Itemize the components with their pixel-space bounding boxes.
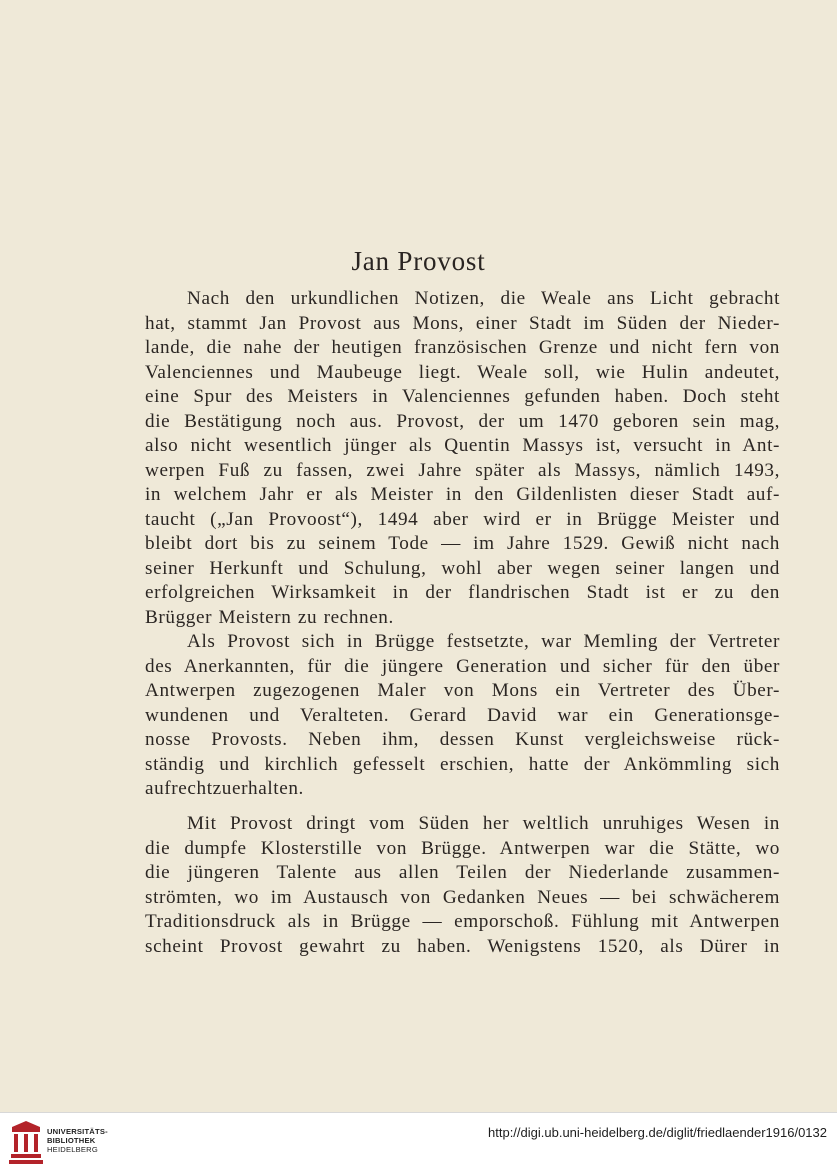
text-line: Valenciennes und Maubeuge liegt. Weale soll, wie Hulin andeutet, bbox=[145, 361, 780, 383]
text-line: des Anerkannten, für die jüngere Generation und sicher für den über bbox=[145, 655, 780, 677]
text-line: wundenen und Veralteten. Gerard David war ein Generationsge- bbox=[145, 704, 780, 726]
text-line: in welchem Jahr er als Meister in den Gildenlisten dieser Stadt auf- bbox=[145, 484, 780, 505]
text-line: Nach den urkundlichen Notizen, die Weale ans Licht gebracht bbox=[187, 288, 780, 309]
paragraph-2 bbox=[145, 630, 780, 802]
source-url-link[interactable]: http://digi.ub.uni-heidelberg.de/diglit/friedlaender1916/0132 bbox=[488, 1125, 827, 1140]
text-line: aufrechtzuerhalten. bbox=[145, 778, 304, 799]
text-line: Antwerpen zugezogenen Maler von Mons ein Vertreter des Über- bbox=[145, 680, 780, 701]
text-line: werpen Fuß zu fassen, zwei Jahre später als Massys, nämlich 1493, bbox=[145, 459, 780, 481]
text-line: erfolgreichen Wirksamkeit in der flandrischen Stadt ist er zu den bbox=[145, 582, 780, 603]
text-line: Mit Provost dringt vom Süden her weltlich unruhiges Wesen in bbox=[187, 813, 780, 834]
library-name-line-2: BIBLIOTHEK bbox=[47, 1136, 96, 1145]
text-line: Traditionsdruck als in Brügge — emporschoß. Fühlung mit Antwerpen bbox=[145, 911, 780, 932]
library-name-line-1: UNIVERSITÄTS- bbox=[47, 1127, 108, 1136]
text-line: lande, die nahe der heutigen französischen Grenze und nicht fern von bbox=[145, 337, 780, 358]
text-line: die dumpfe Klosterstille von Brügge. Antwerpen war die Stätte, wo bbox=[145, 837, 780, 859]
paragraph-3 bbox=[145, 812, 780, 959]
text-line: die jüngeren Talente aus allen Teilen der Niederlande zusammen- bbox=[145, 862, 780, 883]
text-line: Als Provost sich in Brügge festsetzte, war Memling der Vertreter bbox=[187, 631, 780, 652]
text-line: also nicht wesentlich jünger als Quentin Massys ist, versucht in Ant- bbox=[145, 435, 780, 456]
library-name-line-3: HEIDELBERG bbox=[47, 1145, 98, 1154]
text-line: strömten, wo im Austausch von Gedanken Neues — bei schwächerem bbox=[145, 886, 780, 908]
footer-bar bbox=[0, 1112, 837, 1173]
text-line: ständig und kirchlich gefesselt erschien, hatte der Ankömmling sich bbox=[145, 753, 780, 775]
page-title: Jan Provost bbox=[351, 246, 486, 277]
text-line: Brügger Meistern zu rechnen. bbox=[145, 606, 394, 628]
text-line: die Bestätigung noch aus. Provost, der um 1470 geboren sein mag, bbox=[145, 410, 780, 432]
university-library-logo-icon[interactable] bbox=[9, 1121, 43, 1165]
text-line: hat, stammt Jan Provost aus Mons, einer Stadt im Süden der Nieder- bbox=[145, 312, 780, 334]
text-line: taucht („Jan Provoost“), 1494 aber wird er in Brügge Meister und bbox=[145, 508, 780, 530]
text-line: eine Spur des Meisters in Valenciennes gefunden haben. Doch steht bbox=[145, 386, 780, 407]
text-line: seiner Herkunft und Schulung, wohl aber wegen seiner langen und bbox=[145, 557, 780, 579]
logo-graphic bbox=[9, 1121, 43, 1165]
library-name bbox=[47, 1127, 108, 1154]
text-line: nosse Provosts. Neben ihm, dessen Kunst vergleichsweise rück- bbox=[145, 729, 780, 750]
text-line: scheint Provost gewahrt zu haben. Wenigstens 1520, als Dürer in bbox=[145, 935, 780, 957]
paragraph-1 bbox=[145, 287, 780, 630]
text-line: bleibt dort bis zu seinem Tode — im Jahre 1529. Gewiß nicht nach bbox=[145, 533, 780, 554]
